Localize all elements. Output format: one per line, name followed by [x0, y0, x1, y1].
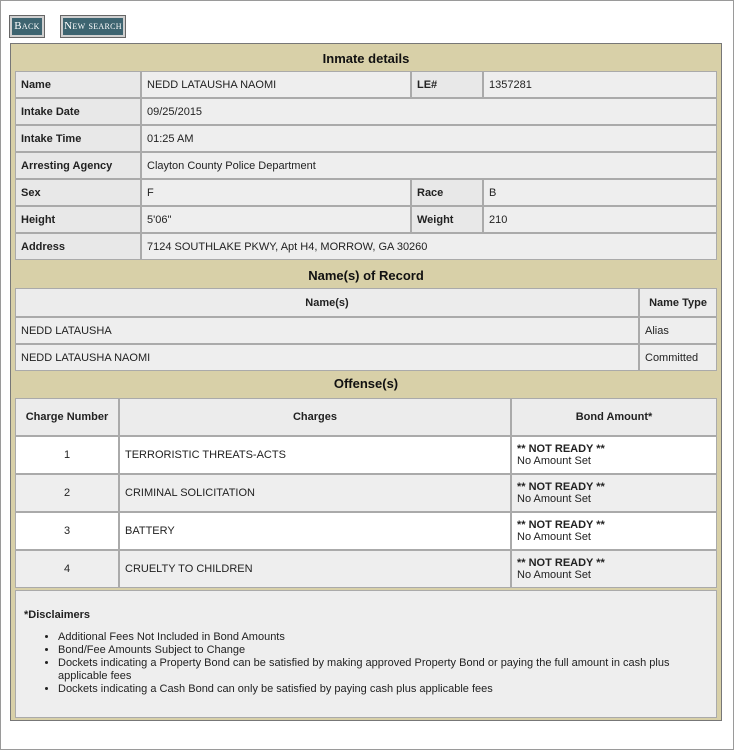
back-button[interactable]: Back: [10, 16, 44, 37]
names-of-record-heading: Name(s) of Record: [308, 268, 424, 283]
height-label: Height: [15, 206, 141, 233]
bond-status: ** NOT READY **: [517, 481, 605, 493]
arresting-agency-label: Arresting Agency: [15, 152, 141, 179]
list-item: • Dockets indicating a Property Bond can be satisfied by making approved Property Bond or paying the full amount in cash plus applicable fees: [58, 657, 698, 683]
address-value: 7124 SOUTHLAKE PKWY, Apt H4, MORROW, GA 30260: [141, 233, 717, 260]
intake-date-label: Intake Date: [15, 98, 141, 125]
bond-amount: No Amount Set: [517, 493, 591, 505]
inmate-panel: [10, 43, 722, 721]
names-column-header: Name(s): [15, 288, 639, 317]
disclaimers-box: [15, 590, 717, 718]
record-name-type: Alias: [639, 317, 717, 344]
names-of-record-table: [15, 288, 717, 371]
height-value: 5'06": [141, 206, 411, 233]
weight-value: 210: [483, 206, 717, 233]
name-value: NEDD LATAUSHA NAOMI: [141, 71, 411, 98]
table-header-row: [15, 288, 717, 317]
offenses-table: [15, 398, 717, 588]
record-name: NEDD LATAUSHA: [15, 317, 639, 344]
race-value: B: [483, 179, 717, 206]
bond-amount-column-header: Bond Amount*: [511, 398, 717, 436]
bond-amount-cell: [511, 550, 717, 588]
table-row: [15, 71, 717, 98]
table-row: [15, 344, 717, 371]
table-row: [15, 98, 717, 125]
name-type-column-header: Name Type: [639, 288, 717, 317]
record-name-type: Committed: [639, 344, 717, 371]
disclaimers-title: *Disclaimers: [24, 609, 91, 621]
bond-status: ** NOT READY **: [517, 519, 605, 531]
bond-amount-cell: [511, 436, 717, 474]
table-row: [15, 436, 717, 474]
weight-label: Weight: [411, 206, 483, 233]
offenses-heading: Offense(s): [333, 376, 399, 391]
list-item: • Bond/Fee Amounts Subject to Change: [58, 644, 698, 657]
table-row: [15, 512, 717, 550]
le-label: LE#: [411, 71, 483, 98]
table-row: [15, 179, 717, 206]
race-label: Race: [411, 179, 483, 206]
charge-description: TERRORISTIC THREATS-ACTS: [119, 436, 511, 474]
sex-label: Sex: [15, 179, 141, 206]
bond-status: ** NOT READY **: [517, 557, 605, 569]
table-row: [15, 206, 717, 233]
record-name: NEDD LATAUSHA NAOMI: [15, 344, 639, 371]
bond-status: ** NOT READY **: [517, 443, 605, 455]
table-header-row: [15, 398, 717, 436]
intake-date-value: 09/25/2015: [141, 98, 717, 125]
new-search-button[interactable]: New search: [61, 16, 125, 37]
bond-amount-cell: [511, 512, 717, 550]
charge-description: CRUELTY TO CHILDREN: [119, 550, 511, 588]
disclaimers-list: [16, 631, 698, 696]
table-row: [15, 474, 717, 512]
charge-number: 3: [15, 512, 119, 550]
charge-number: 2: [15, 474, 119, 512]
name-label: Name: [15, 71, 141, 98]
address-label: Address: [15, 233, 141, 260]
list-item: • Additional Fees Not Included in Bond Amounts: [58, 631, 698, 644]
bond-amount: No Amount Set: [517, 569, 591, 581]
bond-amount: No Amount Set: [517, 531, 591, 543]
charge-number-column-header: Charge Number: [15, 398, 119, 436]
table-row: [15, 125, 717, 152]
charge-number: 4: [15, 550, 119, 588]
bond-amount: No Amount Set: [517, 455, 591, 467]
table-row: [15, 317, 717, 344]
table-row: [15, 152, 717, 179]
charge-description: CRIMINAL SOLICITATION: [119, 474, 511, 512]
le-value: 1357281: [483, 71, 717, 98]
intake-time-label: Intake Time: [15, 125, 141, 152]
sex-value: F: [141, 179, 411, 206]
charges-column-header: Charges: [119, 398, 511, 436]
charge-description: BATTERY: [119, 512, 511, 550]
inmate-details-table: [15, 71, 717, 260]
intake-time-value: 01:25 AM: [141, 125, 717, 152]
inmate-details-heading: Inmate details: [322, 51, 410, 66]
table-row: [15, 550, 717, 588]
list-item: • Dockets indicating a Cash Bond can only be satisfied by paying cash plus applicable fees: [58, 683, 698, 696]
bond-amount-cell: [511, 474, 717, 512]
table-row: [15, 233, 717, 260]
charge-number: 1: [15, 436, 119, 474]
arresting-agency-value: Clayton County Police Department: [141, 152, 717, 179]
